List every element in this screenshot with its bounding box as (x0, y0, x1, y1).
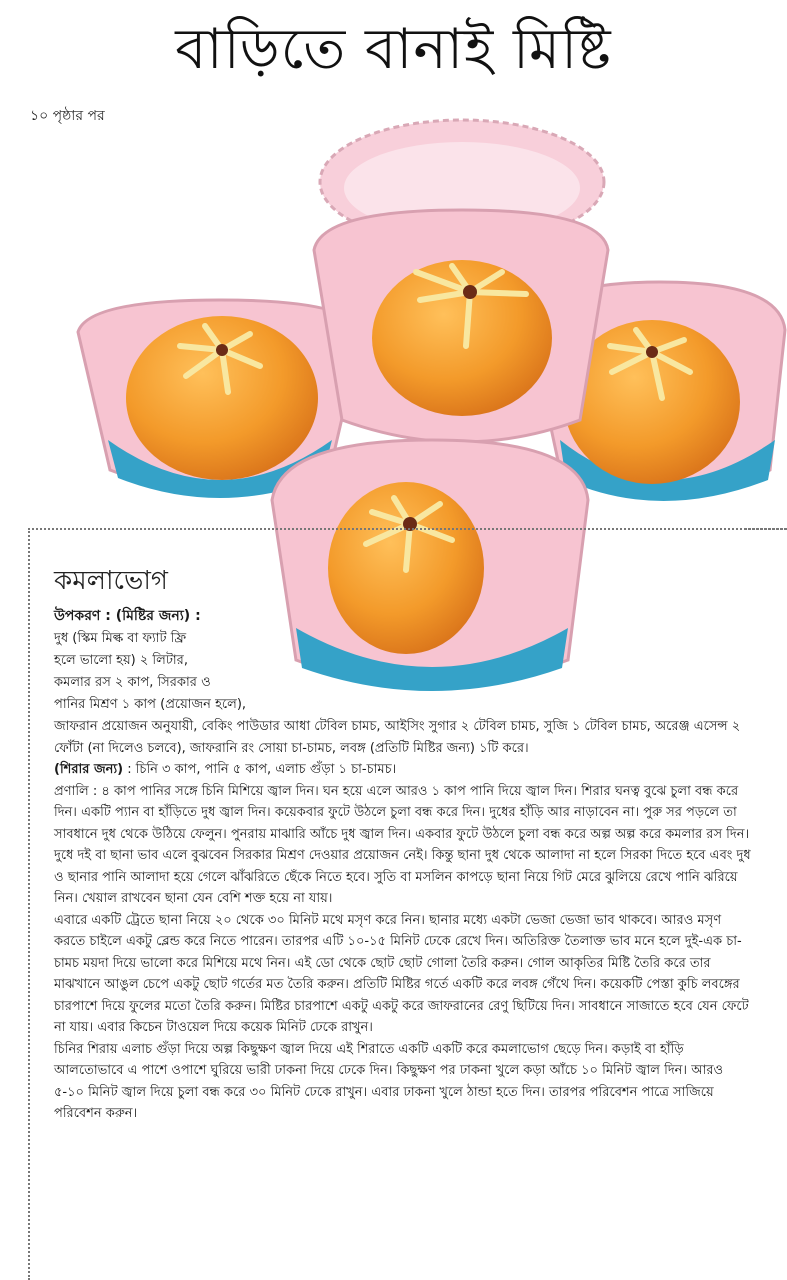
ingredients-heading: উপকরণ : (মিষ্টির জন্য) : (54, 608, 201, 624)
ingredient-line: হলে ভালো হয়) ২ লিটার, (54, 653, 188, 668)
method-paragraph: চিনির শিরায় এলাচ গুঁড়া দিয়ে অল্প কিছুক্ষণ জ্বাল দিয়ে এই শিরাতে একটি একটি করে কমলাভোগ ছেড়ে দিন। কড়াই বা হাঁড়ি আলতোভাবে এ পাশে ওপাশে ঘুরিয়ে ভারী ঢাকনা দিয়ে ঢেকে দিন। কিছুক্ষণ পর ঢাকনা খুলে কড়া আঁচে ১০ মিনিট জ্বাল দিন। আরও ৫-১০ মিনিট জ্বাল দিয়ে চুলা বন্ধ করে ৩০ মিনিট ঢেকে রাখুন। এবার ঢাকনা খুলে ঠান্ডা হতে দিন। তারপর পরিবেশন পাত্রে সাজিয়ে পরিবেশন করুন। (54, 1041, 724, 1121)
ingredients-continued: জাফরান প্রয়োজন অনুযায়ী, বেকিং পাউডার আধা টেবিল চামচ, আইসিং সুগার ২ টেবিল চামচ, সুজি ১ টেবিল চামচ, অরেঞ্জ এসেন্স ২ ফোঁটা (না দিলেও চলবে), জাফরানি রং সোয়া চা-চামচ, লবঙ্গ (প্রতিটি মিষ্টির জন্য) ১টি করে। (54, 719, 741, 756)
ingredient-line: দুধ (স্কিম মিল্ক বা ফ্যাট ফ্রি (54, 631, 187, 646)
continued-from-label: ১০ পৃষ্ঠার পর (30, 108, 105, 124)
ingredient-lines (54, 628, 354, 716)
sweet-center (314, 210, 608, 442)
recipe-title: কমলাভোগ (54, 566, 168, 596)
syrup-text: : চিনি ৩ কাপ, পানি ৫ কাপ, এলাচ গুঁড়া ১ চা-চামচ। (127, 762, 397, 777)
ingredient-line: পানির মিশ্রণ ১ কাপ (প্রয়োজন হলে), (54, 697, 247, 712)
recipe-box-border (745, 528, 787, 530)
page-headline: বাড়িতে বানাই মিষ্টি (175, 17, 612, 82)
method-paragraph: এবারে একটি ট্রেতে ছানা নিয়ে ২০ থেকে ৩০ মিনিট মথে মসৃণ করে নিন। ছানার মধ্যে একটা ভেজা ভেজা ভাব থাকবে। আরও মসৃণ করতে চাইলে একটু ব্লেন্ড করে নিতে পারেন। তারপর এটি ১০-১৫ মিনিট ঢেকে রেখে দিন। অতিরিক্ত তৈলাক্ত ভাব মনে হলে দুই-এক চা-চামচ ময়দা দিয়ে ভালো করে মিশিয়ে মথে নিন। এই ডো থেকে ছোট ছোট গোলা তৈরি করুন। গোল আকৃতির মিষ্টি তৈরি করে তার মাঝখানে আঙুল চেপে একটু ছোট গর্তের মত তৈরি করুন। প্রতিটি মিষ্টির গর্তে একটি করে লবঙ্গ গেঁথে দিন। কয়েকটি পেস্তা কুচি লবঙ্গের চারপাশে দিয়ে ফুলের মতো তৈরি করুন। মিষ্টির চারপাশে একটু একটু করে জাফরানের রেণু ছিটিয়ে দিন। সাবধানে সাজাতে হবে যেন ফেটে না যায়। এবার কিচেন টাওয়েল দিয়ে কয়েক মিনিট ঢেকে রাখুন। (54, 912, 749, 1035)
syrup-label: (শিরার জন্য) (54, 762, 124, 777)
recipe-body (54, 716, 754, 1125)
method-paragraph: প্রণালি : ৪ কাপ পানির সঙ্গে চিনি মিশিয়ে জ্বাল দিন। ঘন হয়ে এলে আরও ১ কাপ পানি দিয়ে জ্বাল দিন। শিরার ঘনত্ব বুঝে চুলা বন্ধ করে দিন। একটি প্যান বা হাঁড়িতে দুধ জ্বাল দিন। কয়েকবার ফুটে উঠলে চুলা বন্ধ করে দিন। দুধের হাঁড়ি আর নাড়াবেন না। পুরু সর পড়লে তা সাবধানে দুধ থেকে উঠিয়ে ফেলুন। পুনরায় মাঝারি আঁচে দুধ জ্বাল দিন। একবার ফুটে উঠলে চুলা বন্ধ করে অল্প অল্প করে কমলার রস দিন। দুধে দই বা ছানা ভাব এলে বুঝবেন সিরকার মিশ্রণ দেওয়ার প্রয়োজন নেই। কিন্তু ছানা দুধ থেকে আলাদা না হলে সিরকা দিতে হবে এবং দুধ ও ছানার পানি আলাদা হয়ে গেলে ঝাঁঝরিতে ছেঁকে নিতে হবে। সুতি বা মসলিন কাপড়ে ছানা নিয়ে গিট মেরে ঝুলিয়ে রেখে পানি ঝরিয়ে নিন। খেয়াল রাখবেন ছানা যেন বেশি শক্ত হয়ে না যায়। (54, 783, 751, 906)
ingredient-line: কমলার রস ২ কাপ, সিরকার ও (54, 675, 211, 690)
syrup-ingredients (54, 759, 754, 781)
